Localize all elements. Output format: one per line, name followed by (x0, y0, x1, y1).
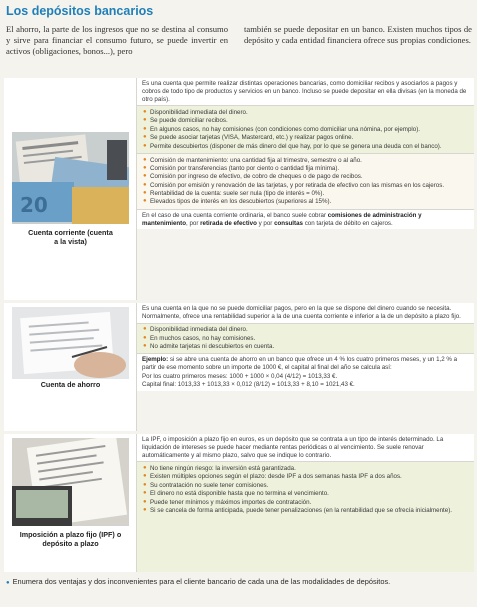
list-item: ● Elevados tipos de interés en los descubiertos (superiores al 15%). (143, 198, 332, 206)
bullet-icon: ● (143, 173, 147, 180)
list-item: ● Comisión por ingreso de efectivo, de cobro de cheques o de pago de recibos. (143, 173, 363, 181)
bullet-icon: ● (143, 117, 147, 124)
cc-note: En el caso de una cuenta corriente ordinaria, el banco suele cobrar comisiones de administración y mantenimiento, por retirada de efectivo y por consultas con tarjeta de débito en cajeros. (137, 210, 474, 230)
label-ipf: Imposición a plazo fijo (IPF) o depósito a plazo (19, 530, 122, 548)
cc-description: Es una cuenta que permite realizar distintas operaciones bancarias, como domiciliar recibos y asociarlos a pagos y cobros de todo tipo de productos y servicios en un banco. Incluso se puede depositar en ella divisas (en la moneda de otro país). (137, 78, 474, 106)
bullet-icon: ● (143, 142, 147, 149)
svg-text:20: 20 (20, 193, 48, 217)
statement-photo (12, 438, 129, 526)
list-item: ● Disponibilidad inmediata del dinero. (143, 108, 248, 116)
list-item: ● Disponibilidad inmediata del dinero. (143, 326, 248, 334)
list-item: ● En algunos casos, no hay comisiones (con condiciones como domiciliar una nómina, por ejemplo). (143, 125, 420, 133)
page-title: Los depósitos bancarios (6, 4, 154, 18)
list-item: ● No tiene ningún riesgo: la inversión está garantizada. (143, 464, 296, 472)
section-cuenta-ahorro (4, 303, 474, 431)
image-column (4, 78, 137, 300)
list-item: ● Se puede domiciliar recibos. (143, 117, 228, 125)
list-item: ● Comisión por emisión y renovación de las tarjetas, y por retirada de efectivo con las mismas en los cajeros. (143, 181, 445, 189)
list-item: ● Puede tener mínimos y máximos importes de contratación. (143, 498, 312, 506)
label-cuenta-corriente: Cuenta corriente (cuenta a la vista) (28, 228, 113, 246)
savings-book-photo (12, 307, 129, 379)
label-cuenta-ahorro: Cuenta de ahorro (40, 380, 101, 389)
cc-inconvenientes-list (137, 154, 474, 210)
list-item: ● Rentabilidad de la cuenta: suele ser nula (tipo de interés = 0%). (143, 190, 325, 198)
bullet-icon: ● (143, 156, 147, 163)
list-item: ● En muchos casos, no hay comisiones. (143, 334, 256, 342)
intro-left: El ahorro, la parte de los ingresos que no se destina al consumo y sirve para financiar el consumo futuro, se puede invertir en activos (obligaciones, bonos...), pero (6, 24, 228, 57)
ipf-list (137, 462, 474, 572)
section-cuenta-corriente (4, 78, 474, 300)
calc-line: Por los cuatro primeros meses: 1000 + 1000 × 0,04 (4/12) = 1013,33 €. (142, 372, 338, 380)
list-item: ● Su contratación no suele tener comisiones. (143, 481, 269, 489)
bullet-icon: ● (143, 125, 147, 132)
bullet-icon: ● (143, 498, 147, 505)
image-column (4, 434, 137, 572)
exercise-prompt: ● Enumera dos ventajas y dos inconvenientes para el cliente bancario de cada una de las modalidades de depósitos. (6, 577, 391, 586)
ca-description: Es una cuenta en la que no se puede domiciliar pagos, pero en la que se dispone del dinero cuando se necesita. Normalmente, ofrece una rentabilidad superior a la de una cuenta corriente e inferior a la de un depósito a plazo fijo. (137, 303, 474, 324)
image-column (4, 303, 137, 431)
bullet-icon: ● (143, 181, 147, 188)
bullet-icon: ● (143, 190, 147, 197)
ipf-description: La IPF, o imposición a plazo fijo en euros, es un depósito que se contrata a un tipo de interés determinado. La liquidación de intereses se puede hacer mediante rentas periódicas o al vencimiento. Se suele renovar automáticamente y al mismo plazo, salvo que se indique lo contrario. (137, 434, 474, 462)
calc-line: Capital final: 1013,33 + 1013,33 × 0,012 (8/12) = 1013,33 + 8,10 = 1021,43 €. (142, 380, 355, 388)
list-item: ● Permite descubiertos (disponer de más dinero del que hay, por lo que se genera una deuda con el banco). (143, 142, 442, 150)
bullet-icon: ● (143, 108, 147, 115)
list-item: ● Si se cancela de forma anticipada, puede tener penalizaciones (en la rentabilidad que se ofrecía inicialmente). (143, 506, 452, 514)
list-item: ● Existen múltiples opciones según el plazo: desde IPF a dos semanas hasta IPF a dos años. (143, 473, 402, 481)
bullet-icon: ● (143, 134, 147, 141)
ca-ventajas-list (137, 324, 474, 355)
list-item: ● El dinero no está disponible hasta que no termina el vencimiento. (143, 490, 329, 498)
section-ipf (4, 434, 474, 572)
bullet-icon: ● (143, 342, 147, 349)
bullet-icon: ● (143, 326, 147, 333)
bullet-icon: ● (143, 506, 147, 513)
bullet-icon: ● (143, 198, 147, 205)
bullet-icon: ● (6, 580, 10, 586)
list-item: ● Comisión de mantenimiento: una cantidad fija al trimestre, semestre o al año. (143, 156, 362, 164)
bullet-icon: ● (143, 473, 147, 480)
bullet-icon: ● (143, 334, 147, 341)
bullet-icon: ● (143, 481, 147, 488)
banknotes-photo (12, 132, 129, 224)
bullet-icon: ● (143, 464, 147, 471)
intro-right: también se puede depositar en un banco. Existen muchos tipos de depósito y cada entidad financiera ofrece sus propias condiciones. (244, 24, 472, 46)
cc-ventajas-list (137, 106, 474, 154)
ca-example: Ejemplo: si se abre una cuenta de ahorro en un banco que ofrece un 4 % los cuatro primeros meses, y un 1,2 % a partir de ese momento sobre un importe de 1000 €, el capital al final del año se calcula así: Por los cuatro primeros meses: 1000 + 1000 × 0,04 (4/12) = 1013,33 €. Capital final: 1013,33 + 1013,33 × 0,012 (8/12) = 1013,33 + 8,10 = 1021,43 €. (137, 354, 474, 390)
bullet-icon: ● (143, 164, 147, 171)
list-item: ● No admite tarjetas ni descubiertos en cuenta. (143, 342, 275, 350)
list-item: ● Comisión por transferencias (tanto por ciento o cantidad fija mínima). (143, 164, 340, 172)
list-item: ● Se puede asociar tarjetas (VISA, Mastercard, etc.) y realizar pagos online. (143, 134, 354, 142)
bullet-icon: ● (143, 490, 147, 497)
